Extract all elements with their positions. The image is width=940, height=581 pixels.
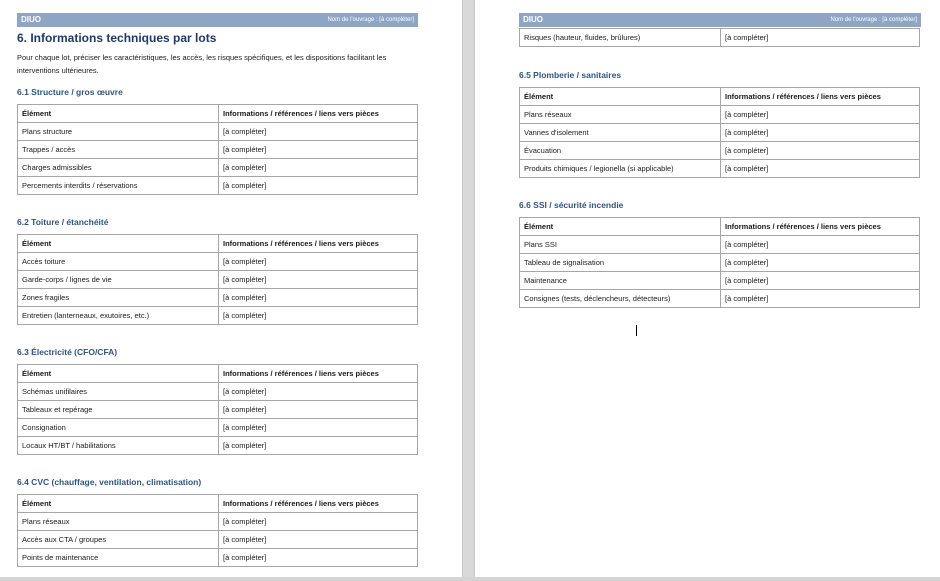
table-row (520, 124, 920, 142)
table-row (520, 272, 920, 290)
document-page-left (0, 0, 462, 581)
cell-info[interactable]: [à compléter] (721, 290, 920, 308)
column-header-info: Informations / références / liens vers pièces (219, 235, 418, 253)
lot-title-toiture: 6.2 Toiture / étanchéité (17, 217, 109, 227)
cell-info[interactable]: [à compléter] (721, 254, 920, 272)
cell-element[interactable]: Consignes (tests, déclencheurs, détecteurs) (520, 290, 721, 308)
cell-element[interactable]: Évacuation (520, 142, 721, 160)
table-row (520, 254, 920, 272)
cell-info[interactable]: [à compléter] (721, 160, 920, 178)
header-brand: DIUO (21, 15, 41, 24)
cell-element[interactable]: Plans réseaux (18, 513, 219, 531)
table-row (18, 401, 418, 419)
cell-element[interactable]: Zones fragiles (18, 289, 219, 307)
cell-info[interactable]: [à compléter] (219, 307, 418, 325)
cell-info[interactable]: [à compléter] (721, 272, 920, 290)
header-ouvrage-field: Nom de l'ouvrage : [à compléter] (830, 17, 917, 23)
table-row (18, 383, 418, 401)
section-title: 6. Informations techniques par lots (17, 31, 217, 45)
table-row (520, 142, 920, 160)
horizontal-scrollbar[interactable] (0, 577, 940, 581)
cell-info[interactable]: [à compléter] (721, 29, 920, 47)
cell-element[interactable]: Percements interdits / réservations (18, 177, 219, 195)
cell-info[interactable]: [à compléter] (219, 401, 418, 419)
table-structure (17, 104, 418, 195)
table-plomberie (519, 87, 920, 178)
cell-info[interactable]: [à compléter] (219, 177, 418, 195)
cell-element[interactable]: Consignation (18, 419, 219, 437)
lot-title-electricite: 6.3 Électricité (CFO/CFA) (17, 347, 118, 357)
cell-element[interactable]: Tableaux et repérage (18, 401, 219, 419)
cell-info[interactable]: [à compléter] (219, 437, 418, 455)
cell-element[interactable]: Accès toiture (18, 253, 219, 271)
cell-element[interactable]: Produits chimiques / legionella (si applicable) (520, 160, 721, 178)
cell-info[interactable]: [à compléter] (721, 106, 920, 124)
cell-element[interactable]: Tableau de signalisation (520, 254, 721, 272)
cell-element[interactable]: Garde-corps / lignes de vie (18, 271, 219, 289)
document-page-right (475, 0, 940, 581)
cell-element[interactable]: Points de maintenance (18, 549, 219, 567)
column-header-info: Informations / références / liens vers pièces (721, 218, 920, 236)
column-header-info: Informations / références / liens vers pièces (219, 105, 418, 123)
table-row (18, 549, 418, 567)
table-row (18, 513, 418, 531)
cell-info[interactable]: [à compléter] (219, 123, 418, 141)
text-cursor (636, 325, 637, 336)
page-header (519, 13, 921, 27)
table-row (520, 106, 920, 124)
cell-element[interactable]: Maintenance (520, 272, 721, 290)
table-row (520, 29, 920, 47)
cell-info[interactable]: [à compléter] (219, 383, 418, 401)
table-row (18, 289, 418, 307)
column-header-element: Élément (18, 495, 219, 513)
table-row (18, 531, 418, 549)
cell-info[interactable]: [à compléter] (219, 419, 418, 437)
column-header-element: Élément (18, 365, 219, 383)
table-row (18, 253, 418, 271)
cell-info[interactable]: [à compléter] (721, 236, 920, 254)
column-header-element: Élément (520, 88, 721, 106)
table-row (520, 160, 920, 178)
column-header-element: Élément (18, 235, 219, 253)
cell-info[interactable]: [à compléter] (219, 289, 418, 307)
cell-info[interactable]: [à compléter] (219, 253, 418, 271)
cell-info[interactable]: [à compléter] (219, 531, 418, 549)
table-electricite (17, 364, 418, 455)
cell-info[interactable]: [à compléter] (721, 142, 920, 160)
table-row (18, 271, 418, 289)
header-ouvrage-field: Nom de l'ouvrage : [à compléter] (327, 17, 414, 23)
cell-info[interactable]: [à compléter] (721, 124, 920, 142)
table-row (18, 159, 418, 177)
table-row (18, 419, 418, 437)
cell-element[interactable]: Plans réseaux (520, 106, 721, 124)
cell-element[interactable]: Charges admissibles (18, 159, 219, 177)
header-brand: DIUO (523, 15, 543, 24)
cell-info[interactable]: [à compléter] (219, 549, 418, 567)
cell-element[interactable]: Plans structure (18, 123, 219, 141)
table-ssi (519, 217, 920, 308)
cell-element[interactable]: Risques (hauteur, fluides, brûlures) (520, 29, 721, 47)
cell-element[interactable]: Schémas unifilaires (18, 383, 219, 401)
cell-element[interactable]: Entretien (lanterneaux, exutoires, etc.) (18, 307, 219, 325)
table-row (18, 437, 418, 455)
cell-element[interactable]: Accès aux CTA / groupes (18, 531, 219, 549)
table-cvc (17, 494, 418, 567)
lot-title-cvc: 6.4 CVC (chauffage, ventilation, climatisation) (17, 477, 202, 487)
page-gutter (462, 0, 475, 581)
column-header-info: Informations / références / liens vers pièces (219, 365, 418, 383)
column-header-element: Élément (18, 105, 219, 123)
cell-element[interactable]: Plans SSI (520, 236, 721, 254)
column-header-info: Informations / références / liens vers pièces (219, 495, 418, 513)
cell-info[interactable]: [à compléter] (219, 271, 418, 289)
page-header (17, 13, 418, 27)
cell-info[interactable]: [à compléter] (219, 513, 418, 531)
lot-title-structure: 6.1 Structure / gros œuvre (17, 87, 123, 97)
section-intro: Pour chaque lot, préciser les caractéristiques, les accès, les risques spécifiques, et les dispositions facilitant les interventions ultérieures. (17, 53, 387, 75)
cell-info[interactable]: [à compléter] (219, 159, 418, 177)
table-toiture (17, 234, 418, 325)
table-row (520, 290, 920, 308)
cell-element[interactable]: Vannes d'isolement (520, 124, 721, 142)
cell-element[interactable]: Locaux HT/BT / habilitations (18, 437, 219, 455)
table-row (18, 141, 418, 159)
cell-info[interactable]: [à compléter] (219, 141, 418, 159)
table-cvc-continued (519, 28, 920, 47)
cell-element[interactable]: Trappes / accès (18, 141, 219, 159)
lot-title-plomberie: 6.5 Plomberie / sanitaires (519, 70, 622, 80)
table-row (18, 307, 418, 325)
column-header-info: Informations / références / liens vers pièces (721, 88, 920, 106)
table-row (18, 123, 418, 141)
lot-title-ssi: 6.6 SSI / sécurité incendie (519, 200, 624, 210)
column-header-element: Élément (520, 218, 721, 236)
table-row (18, 177, 418, 195)
table-row (520, 236, 920, 254)
